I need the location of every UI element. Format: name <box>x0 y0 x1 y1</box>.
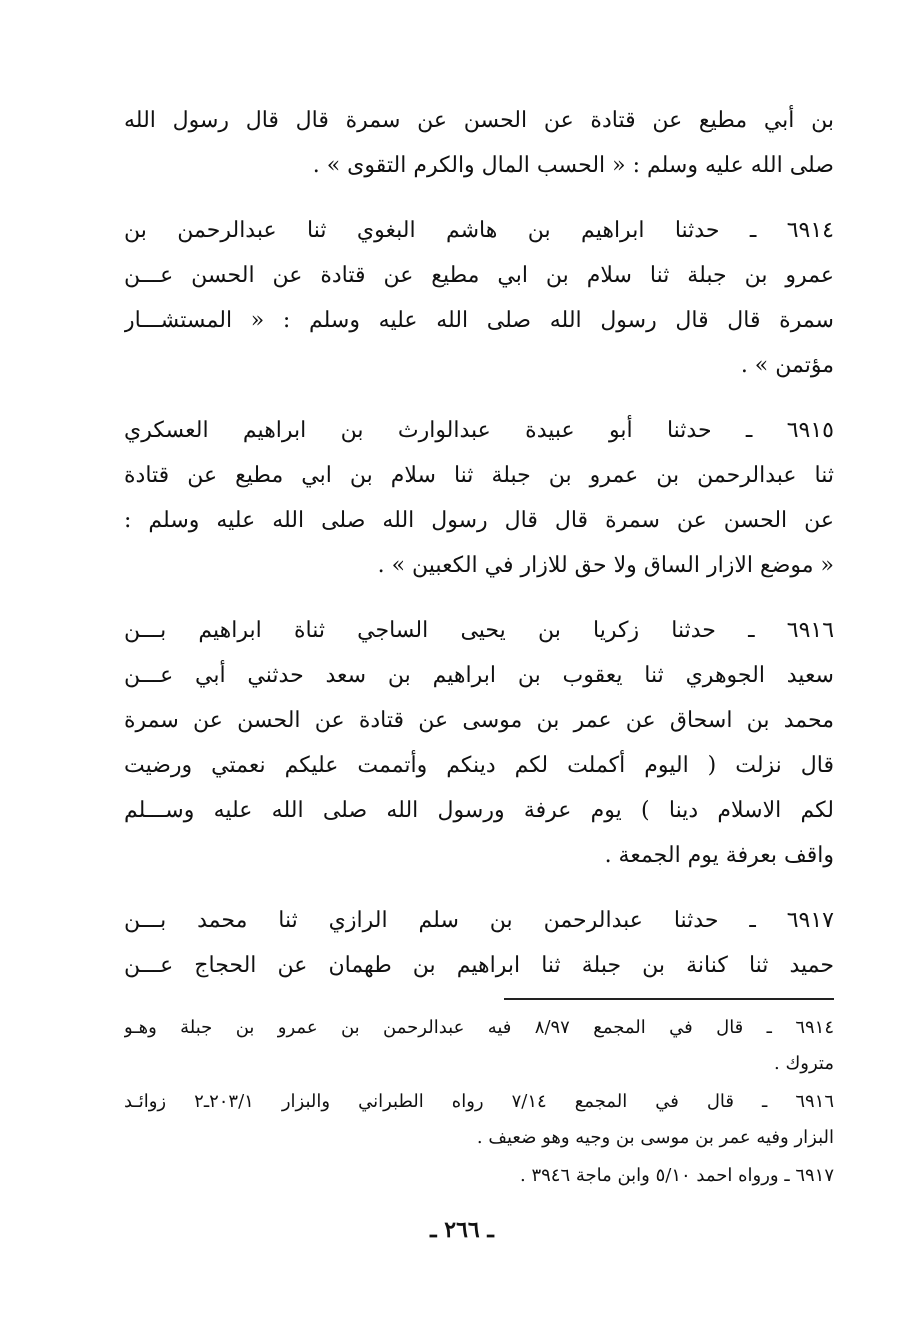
main-text <box>124 98 834 988</box>
text-line: مؤتمن » . <box>740 353 834 378</box>
text-line: قال نزلت ( اليوم أكملت لكم دينكم وأتممت عليكم نعمتي ورضيت <box>124 753 834 778</box>
text-line: صلى الله عليه وسلم : « الحسب المال والكرم التقوى » . <box>312 153 834 178</box>
footnote-line: ٦٩١٧ ـ ورواه احمد ٥/١٠ وابن ماجة ٣٩٤٦ . <box>519 1165 834 1186</box>
text-line: عن الحسن عن سمرة قال قال رسول الله صلى الله عليه وسلم : <box>124 508 834 533</box>
text-line: « موضع الازار الساق ولا حق للازار في الكعبين » . <box>377 553 834 578</box>
footnote-line: ٦٩١٤ ـ قال في المجمع ٨/٩٧ فيه عبدالرحمن بن عمرو بن جبلة وهـو <box>124 1017 834 1038</box>
page-number: ـ ٢٦٦ ـ <box>430 1217 494 1243</box>
hadith-block <box>124 898 834 988</box>
text-line: ٦٩١٥ ـ حدثنا أبو عبيدة عبدالوارث بن ابراهيم العسكري <box>124 418 834 443</box>
text-line: ٦٩١٧ ـ حدثنا عبدالرحمن بن سلم الرازي ثنا محمد بـــن <box>124 908 834 933</box>
text-line: ٦٩١٦ ـ حدثنا زكريا بن يحيى الساجي ثناة ابراهيم بـــن <box>124 618 834 643</box>
hadith-block <box>124 608 834 878</box>
text-line: سعيد الجوهري ثنا يعقوب بن ابراهيم بن سعد حدثني أبي عـــن <box>124 663 834 688</box>
text-line: واقف بعرفة يوم الجمعة . <box>604 843 834 868</box>
footnote-divider <box>504 998 834 1000</box>
hadith-block <box>124 408 834 588</box>
footnote-line: البزار وفيه عمر بن موسى بن وجيه وهو ضعيف . <box>476 1127 834 1148</box>
text-line: لكم الاسلام دينا ) يوم عرفة ورسول الله صلى الله عليه وســـلم <box>124 798 834 823</box>
hadith-block <box>124 98 834 188</box>
footnote-line: متروك . <box>774 1053 834 1074</box>
text-line: ٦٩١٤ ـ حدثنا ابراهيم بن هاشم البغوي ثنا عبدالرحمن بن <box>124 218 834 243</box>
text-line: حميد ثنا كنانة بن جبلة ثنا ابراهيم بن طهمان عن الحجاج عـــن <box>124 953 834 978</box>
text-line: سمرة قال قال رسول الله صلى الله عليه وسلم : « المستشـــار <box>124 308 834 333</box>
footnote-line: ٦٩١٦ ـ قال في المجمع ٧/١٤ رواه الطبراني والبزار ٢٠٣/١ـ٢ زوائـد <box>124 1091 834 1112</box>
footnote <box>124 1084 834 1156</box>
footnotes <box>124 1010 834 1194</box>
text-line: بن أبي مطيع عن قتادة عن الحسن عن سمرة قال قال رسول الله <box>124 108 834 133</box>
footnote <box>124 1158 834 1194</box>
hadith-block <box>124 208 834 388</box>
footnote <box>124 1010 834 1082</box>
text-line: محمد بن اسحاق عن عمر بن موسى عن قتادة عن الحسن عن سمرة <box>124 708 834 733</box>
text-line: عمرو بن جبلة ثنا سلام بن ابي مطيع عن قتادة عن الحسن عـــن <box>124 263 834 288</box>
text-line: ثنا عبدالرحمن بن عمرو بن جبلة ثنا سلام بن ابي مطيع عن قتادة <box>124 463 834 488</box>
